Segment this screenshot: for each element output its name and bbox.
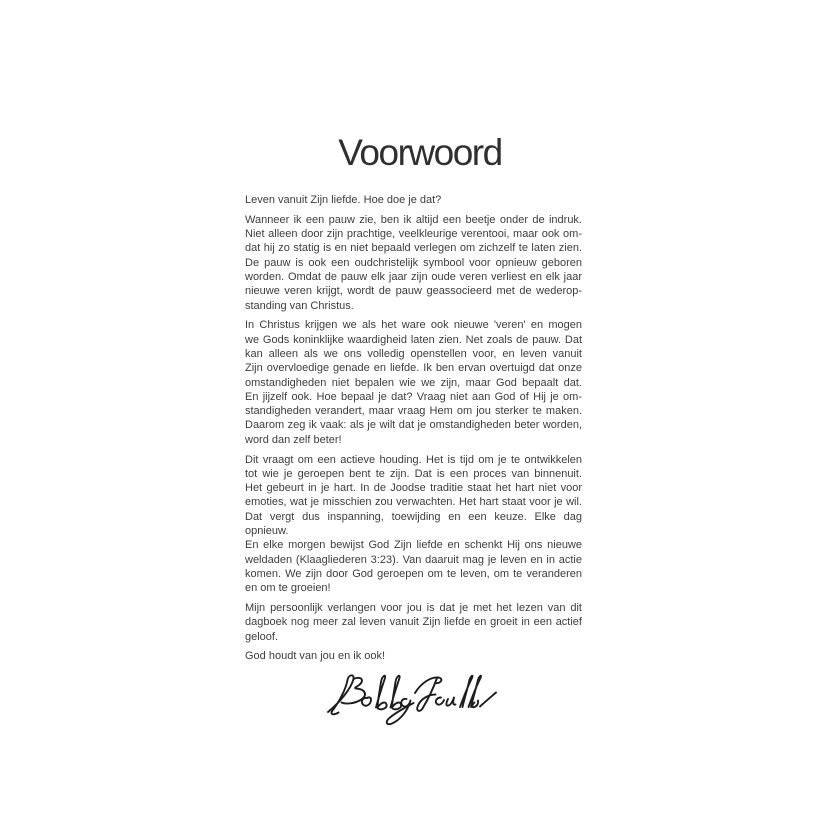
text-line: dagboek nog meer zal leven vanuit Zijn liefde en groeit in een actief bbox=[245, 616, 582, 629]
text-line: komen. We zijn door God geroepen om te leven, om te veranderen bbox=[245, 567, 582, 580]
text-line: Niet alleen door zijn prachtige, veelkleurige verentooi, maar ook om- bbox=[245, 228, 582, 241]
foreword-content bbox=[245, 193, 582, 725]
text-line: Leven vanuit Zijn liefde. Hoe doe je dat? bbox=[245, 194, 442, 206]
text-line: tot wie je geroepen bent te zijn. Dat is een proces van binnenuit. bbox=[245, 467, 582, 480]
foreword-paragraphs bbox=[245, 193, 582, 664]
text-line: En jijzelf ook. Hoe bepaal je dat? Vraag niet aan God of Hij je om- bbox=[245, 390, 582, 403]
text-line: nieuwe veren krijgt, wordt de pauw geassocieerd met de wederop- bbox=[245, 285, 582, 298]
text-line: Dit vraagt om een actieve houding. Het is tijd om je te ontwikkelen bbox=[245, 453, 582, 466]
text-line: word dan zelf beter! bbox=[245, 433, 342, 446]
signature bbox=[325, 669, 497, 725]
text-line: De pauw is ook een oudchristelijk symbool voor opnieuw geboren bbox=[245, 256, 582, 269]
page-title: Voorwoord bbox=[338, 132, 502, 173]
text-line: standing van Christus. bbox=[245, 299, 354, 312]
text-line: Het gebeurt in je hart. In de Joodse traditie staat het hart niet voor bbox=[245, 482, 582, 495]
text-line: emoties, wat je misschien zou verwachten. Het hart staat voor je wil. bbox=[245, 496, 582, 509]
text-line: en om te groeien! bbox=[245, 582, 331, 595]
text-line: In Christus krijgen we als het ware ook nieuwe 'veren' en mogen bbox=[245, 319, 582, 332]
paragraph bbox=[245, 453, 582, 596]
paragraph bbox=[245, 213, 582, 313]
text-line: dat hij zo statig is en niet bepaald verlegen om zichzelf te laten zien. bbox=[245, 242, 582, 255]
signature-image bbox=[325, 669, 497, 725]
paragraph bbox=[245, 318, 582, 447]
text-line: kan alleen als we ons volledig openstellen voor, en leven vanuit bbox=[245, 347, 582, 360]
paragraph bbox=[245, 601, 582, 644]
paragraph bbox=[245, 649, 582, 663]
text-line: Mijn persoonlijk verlangen voor jou is dat je met het lezen van dit bbox=[245, 602, 582, 615]
text-line: weldaden (Klaagliederen 3:23). Van daaruit mag je leven en in actie bbox=[245, 553, 582, 566]
text-line: omstandigheden niet bepalen wie we zijn, maar God bepaalt dat. bbox=[245, 376, 582, 389]
text-line: standigheden verandert, maar vraag Hem om jou sterker te maken. bbox=[245, 405, 582, 418]
text-line: En elke morgen bewijst God Zijn liefde en schenkt Hij ons nieuwe bbox=[245, 539, 582, 552]
text-line: geloof. bbox=[245, 630, 279, 643]
text-line: worden. Omdat de pauw elk jaar zijn oude veren verliest en elk jaar bbox=[245, 270, 582, 283]
text-line: God houdt van jou en ik ook! bbox=[245, 650, 386, 663]
text-line: we Gods koninklijke waardigheid laten zien. Net zoals de pauw. Dat bbox=[245, 333, 582, 346]
text-line: Zijn overvloedige genade en liefde. Ik ben ervan overtuigd dat onze bbox=[245, 362, 582, 375]
paragraph bbox=[245, 193, 582, 207]
text-line: Daarom zeg ik vaak: als je wilt dat je omstandigheden beter worden, bbox=[245, 419, 582, 432]
text-line: Wanneer ik een pauw zie, ben ik altijd een beetje onder de indruk. bbox=[245, 213, 582, 226]
text-line: Dat vergt dus inspanning, toewijding en een keuze. Elke dag opnieuw. bbox=[245, 510, 582, 538]
